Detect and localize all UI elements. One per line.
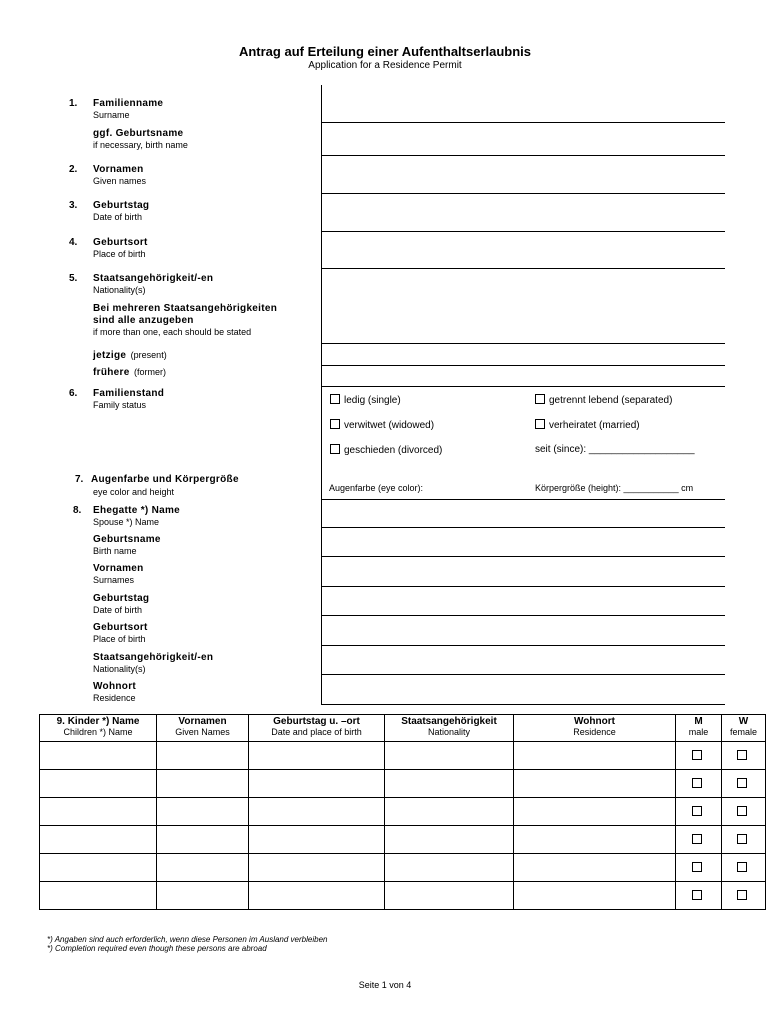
spouse-dob-label-en: Date of birth [93,605,143,615]
male-checkbox[interactable] [676,798,722,826]
female-checkbox[interactable] [722,826,766,854]
male-checkbox[interactable] [676,826,722,854]
male-checkbox[interactable] [676,742,722,770]
child-name-cell[interactable] [40,854,157,882]
col-header-nationality: Staatsangehörigkeit Nationality [385,715,514,742]
child-dob-cell[interactable] [249,826,385,854]
multiple-nationality-label-2: sind alle anzugeben [93,315,194,326]
form-title: Antrag auf Erteilung einer Aufenthaltserlaubnis [238,44,532,59]
child-nationality-cell[interactable] [385,854,514,882]
checkbox-icon [692,862,702,872]
checkbox-icon [330,444,340,454]
field-number-5: 5. [69,273,78,284]
eye-height-label: Augenfarbe und Körpergröße [91,474,239,485]
col-header-dob-place: Geburtstag u. –ort Date and place of birth [249,715,385,742]
former-label: frühere [93,367,130,378]
checkbox-icon [737,890,747,900]
child-given-names-cell[interactable] [157,770,249,798]
single-checkbox[interactable]: ledig (single) [330,394,401,406]
spouse-nationality-label: Staatsangehörigkeit/-en [93,652,214,663]
height-unit: cm [681,483,694,493]
col-header-name: 9. Kinder *) Name Children *) Name [40,715,157,742]
checkbox-icon [330,394,340,404]
checkbox-icon [692,778,702,788]
male-checkbox[interactable] [676,770,722,798]
female-checkbox[interactable] [722,854,766,882]
table-row [40,770,766,798]
child-residence-cell[interactable] [514,742,676,770]
child-dob-cell[interactable] [249,770,385,798]
field-number-6: 6. [69,388,78,399]
multiple-nationality-label-1: Bei mehreren Staatsangehörigkeiten [93,303,278,314]
date-of-birth-label-en: Date of birth [93,212,143,222]
spouse-dob-label: Geburtstag [93,593,150,604]
child-dob-cell[interactable] [249,798,385,826]
child-name-cell[interactable] [40,770,157,798]
checkbox-icon [692,750,702,760]
child-nationality-cell[interactable] [385,882,514,910]
female-checkbox[interactable] [722,742,766,770]
separated-checkbox[interactable]: getrennt lebend (separated) [535,394,672,406]
checkbox-icon [692,834,702,844]
child-nationality-cell[interactable] [385,798,514,826]
married-checkbox[interactable]: verheiratet (married) [535,419,640,431]
surname-label: Familienname [93,98,164,109]
child-nationality-cell[interactable] [385,770,514,798]
date-of-birth-label: Geburtstag [93,200,150,211]
spouse-pob-line[interactable] [321,645,725,646]
spouse-dob-line[interactable] [321,615,725,616]
male-checkbox[interactable] [676,854,722,882]
spouse-name-line[interactable] [321,527,725,528]
spouse-surnames-label-en: Surnames [93,575,135,585]
eye-color-field[interactable]: Augenfarbe (eye color): [329,483,424,493]
male-checkbox[interactable] [676,882,722,910]
place-of-birth-label: Geburtsort [93,237,148,248]
page-number: Seite 1 von 4 [358,980,412,990]
child-residence-cell[interactable] [514,798,676,826]
child-name-cell[interactable] [40,742,157,770]
checkbox-icon [737,778,747,788]
former-label-en: (former) [134,367,167,377]
col-header-residence: Wohnort Residence [514,715,676,742]
child-dob-cell[interactable] [249,882,385,910]
checkbox-icon [535,394,545,404]
family-status-label: Familienstand [93,388,165,399]
date-of-birth-line[interactable] [321,231,725,232]
footnote-en: *) Completion required even though these persons are abroad [47,944,267,953]
spouse-birth-name-line[interactable] [321,556,725,557]
nationality-former-line[interactable] [321,365,725,366]
spouse-pob-label-en: Place of birth [93,634,146,644]
table-row [40,854,766,882]
child-nationality-cell[interactable] [385,826,514,854]
spouse-birth-name-label: Geburtsname [93,534,161,545]
checkbox-icon [737,806,747,816]
checkbox-icon [737,750,747,760]
checkbox-icon [737,862,747,872]
spouse-nationality-label-en: Nationality(s) [93,664,146,674]
field-number-7: 7. [75,474,84,485]
eye-height-line[interactable] [321,499,725,500]
checkbox-icon [330,419,340,429]
field-number-3: 3. [69,200,78,211]
spouse-residence-label: Wohnort [93,681,137,692]
given-names-label-en: Given names [93,176,147,186]
nationality-label-en: Nationality(s) [93,285,146,295]
child-dob-cell[interactable] [249,742,385,770]
table-header-row [40,715,766,742]
spouse-birth-name-label-en: Birth name [93,546,137,556]
checkbox-icon [692,806,702,816]
table-row [40,882,766,910]
child-residence-cell[interactable] [514,854,676,882]
children-table [39,714,766,910]
spouse-residence-line[interactable] [321,704,725,705]
child-dob-cell[interactable] [249,854,385,882]
multiple-nationality-label-en: if more than one, each should be stated [93,327,252,337]
height-field[interactable]: Körpergröße (height): ___________ cm [535,483,694,493]
nationality-label: Staatsangehörigkeit/-en [93,273,214,284]
col-header-female: W female [722,715,766,742]
footnote-de: *) Angaben sind auch erforderlich, wenn diese Personen im Ausland verbleiben [47,935,328,944]
child-given-names-cell[interactable] [157,826,249,854]
child-name-cell[interactable] [40,798,157,826]
field-number-2: 2. [69,164,78,175]
female-checkbox[interactable] [722,770,766,798]
form-subtitle: Application for a Residence Permit [308,60,462,71]
eye-height-label-en: eye color and height [93,487,175,497]
child-given-names-cell[interactable] [157,854,249,882]
table-row [40,798,766,826]
child-nationality-cell[interactable] [385,742,514,770]
field-number-8: 8. [73,505,82,516]
nationality-present-line[interactable] [321,343,725,344]
col-header-male: M male [676,715,722,742]
female-checkbox[interactable] [722,798,766,826]
present-label: jetzige [93,350,127,361]
spouse-surnames-line[interactable] [321,586,725,587]
col-header-given-names: Vornamen Given Names [157,715,249,742]
birth-name-label-en: if necessary, birth name [93,140,188,150]
spouse-surnames-label: Vornamen [93,563,144,574]
given-names-label: Vornamen [93,164,144,175]
checkbox-icon [535,419,545,429]
place-of-birth-line[interactable] [321,268,725,269]
answer-column-border [321,85,322,705]
widowed-checkbox[interactable]: verwitwet (widowed) [330,419,434,431]
checkbox-icon [692,890,702,900]
spouse-pob-label: Geburtsort [93,622,148,633]
given-names-line[interactable] [321,193,725,194]
family-status-label-en: Family status [93,400,147,410]
family-status-top-line [321,386,725,387]
checkbox-icon [737,834,747,844]
place-of-birth-label-en: Place of birth [93,249,146,259]
surname-line[interactable] [321,122,725,123]
since-field[interactable]: seit (since): ___________________ [535,444,695,455]
table-row [40,826,766,854]
spouse-residence-label-en: Residence [93,693,136,703]
child-given-names-cell[interactable] [157,798,249,826]
present-label-en: (present) [130,350,167,360]
divorced-checkbox[interactable]: geschieden (divorced) [330,444,442,456]
birth-name-label: ggf. Geburtsname [93,128,184,139]
child-residence-cell[interactable] [514,770,676,798]
child-name-cell[interactable] [40,882,157,910]
spouse-name-label: Ehegatte *) Name [93,505,181,516]
child-given-names-cell[interactable] [157,742,249,770]
child-given-names-cell[interactable] [157,882,249,910]
child-name-cell[interactable] [40,826,157,854]
field-number-4: 4. [69,237,78,248]
child-residence-cell[interactable] [514,826,676,854]
table-row [40,742,766,770]
female-checkbox[interactable] [722,882,766,910]
child-residence-cell[interactable] [514,882,676,910]
birth-name-line[interactable] [321,155,725,156]
spouse-nationality-line[interactable] [321,674,725,675]
spouse-name-label-en: Spouse *) Name [93,517,160,527]
field-number-1: 1. [69,98,78,109]
surname-label-en: Surname [93,110,130,120]
